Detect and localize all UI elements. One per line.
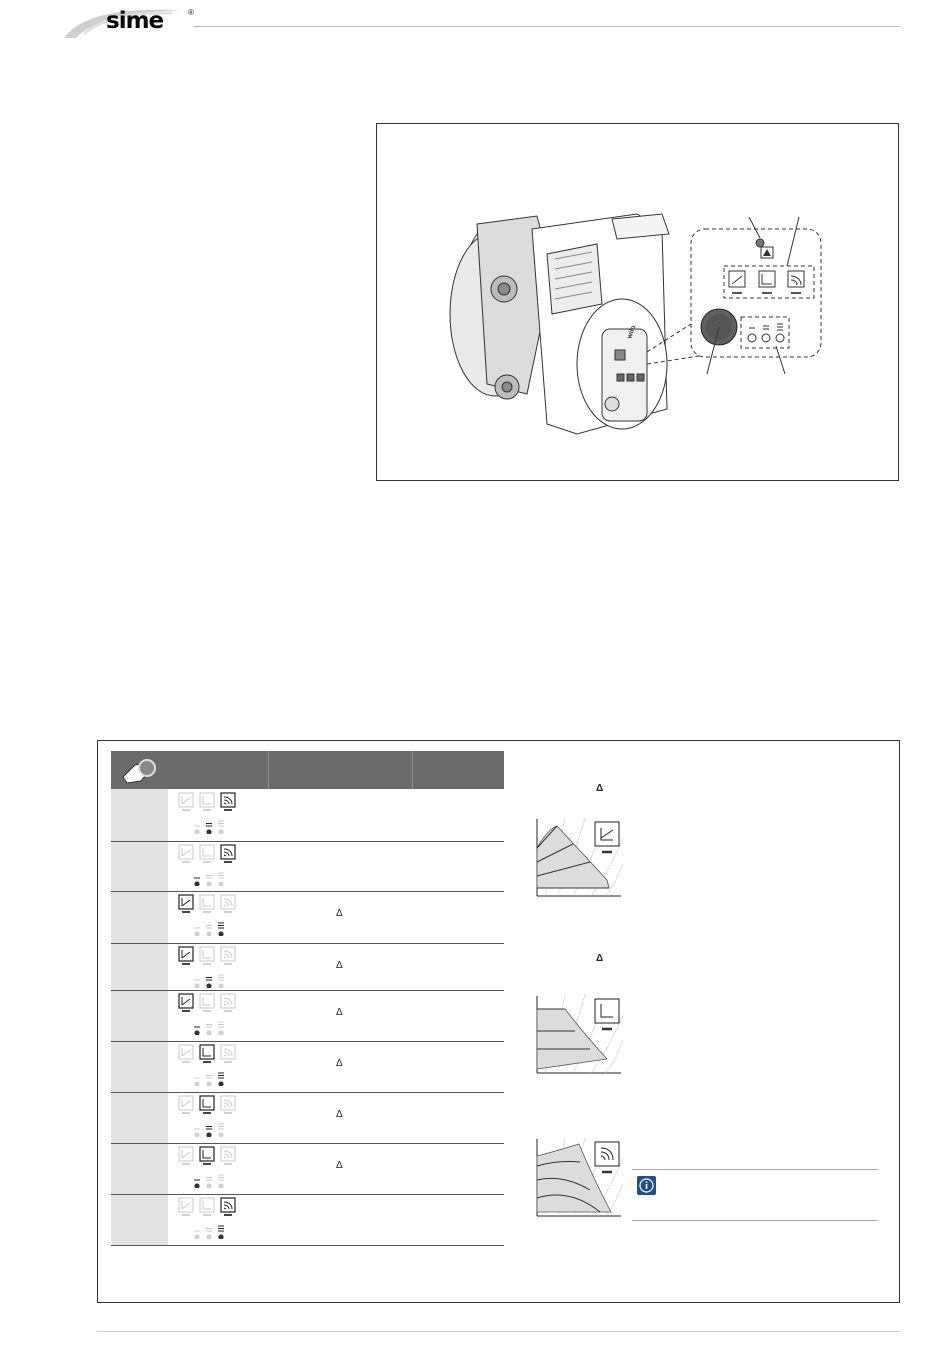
speed-led-icon: [194, 878, 200, 886]
mode-constant-icon: [200, 1045, 214, 1062]
mode-proportional-icon: [179, 947, 193, 964]
info-rule-top: [632, 1169, 878, 1170]
table-header: [111, 751, 504, 789]
mode-constant-speed-icon: [221, 994, 235, 1011]
speed-led-icon: [194, 1231, 200, 1239]
speed-led-icon: [218, 1175, 224, 1188]
speed-led-icon: [206, 1178, 212, 1189]
mode-constant-speed-icon: [221, 947, 235, 964]
row-number-column: [111, 789, 168, 1245]
mode-constant-speed-icon: [221, 1147, 235, 1164]
speed-led-icon: [206, 1076, 212, 1087]
mode-proportional-icon: [179, 1096, 193, 1113]
speed-led-icon: [218, 975, 224, 988]
graph-delta-label: Δ: [596, 783, 604, 794]
row-divider: [111, 1245, 504, 1246]
info-icon: [637, 1176, 656, 1195]
mode-constant-icon: [200, 1096, 214, 1113]
mode-constant-speed-icon: [221, 895, 235, 912]
table-row: [177, 792, 239, 834]
row-divider: [111, 1143, 504, 1144]
graph-constant: [535, 995, 625, 1077]
row-delta-label: Δ: [336, 960, 343, 971]
row-delta-label: Δ: [336, 1007, 343, 1018]
row-divider: [111, 1194, 504, 1195]
settings-table-box: [97, 740, 900, 1303]
row-delta-label: Δ: [336, 1160, 343, 1171]
speed-led-icon: [218, 1226, 224, 1239]
row-divider: [111, 891, 504, 892]
speed-led-icon: [218, 1022, 224, 1035]
row-divider: [111, 1041, 504, 1042]
row-divider: [111, 943, 504, 944]
graph-delta-label: Δ: [596, 953, 604, 964]
speed-led-icon: [206, 926, 212, 937]
mode-constant-speed-icon: [221, 1198, 235, 1215]
brand-name: sime: [106, 8, 164, 34]
speed-led-icon: [194, 1129, 200, 1137]
speed-led-icon: [194, 826, 200, 834]
header-rule: [194, 26, 900, 27]
speed-led-icon: [194, 1027, 200, 1035]
table-row: [177, 1095, 239, 1137]
speed-led-icon: [194, 980, 200, 988]
mode-constant-icon: [200, 845, 214, 862]
mode-proportional-icon: [179, 994, 193, 1011]
registered-mark: ®: [188, 8, 194, 17]
hand-press-icon: [121, 755, 161, 787]
speed-led-icon: [218, 873, 224, 886]
pump-illustration: [377, 124, 900, 482]
table-row: [177, 1197, 239, 1239]
mode-constant-speed-icon: [221, 845, 235, 862]
brand-logo: [62, 4, 202, 44]
table-row: [177, 946, 239, 988]
mode-constant-speed-icon: [221, 1045, 235, 1062]
pump-figure: [376, 123, 899, 481]
speed-led-icon: [206, 1229, 212, 1240]
row-divider: [111, 1092, 504, 1093]
mode-constant-icon: [200, 895, 214, 912]
mode-proportional-icon: [179, 895, 193, 912]
graph-constant-speed: [535, 1138, 625, 1220]
speed-led-icon: [218, 821, 224, 834]
speed-led-icon: [218, 923, 224, 936]
mode-proportional-icon: [179, 1147, 193, 1164]
table-row: [177, 844, 239, 886]
footer-rule: [97, 1331, 900, 1332]
speed-led-icon: [206, 1025, 212, 1036]
mode-constant-icon: [200, 947, 214, 964]
table-row: [177, 1044, 239, 1086]
table-row: [177, 1146, 239, 1188]
mode-constant-speed-icon: [221, 793, 235, 810]
mode-proportional-icon: [179, 1198, 193, 1215]
speed-led-icon: [194, 928, 200, 936]
speed-led-icon: [206, 824, 212, 835]
mode-constant-icon: [200, 1198, 214, 1215]
pump-brand-label: wilo: [626, 324, 638, 340]
table-row: [177, 894, 239, 936]
speed-led-icon: [194, 1078, 200, 1086]
graph-proportional: [535, 818, 625, 900]
speed-led-icon: [206, 1127, 212, 1138]
row-delta-label: Δ: [336, 908, 343, 919]
speed-led-icon: [218, 1073, 224, 1086]
speed-led-icon: [194, 1180, 200, 1188]
speed-led-icon: [206, 876, 212, 887]
mode-constant-icon: [200, 793, 214, 810]
mode-proportional-icon: [179, 845, 193, 862]
speed-led-icon: [206, 978, 212, 989]
row-divider: [111, 990, 504, 991]
mode-constant-speed-icon: [221, 1096, 235, 1113]
info-rule-bottom: [632, 1220, 878, 1221]
speed-led-icon: [218, 1124, 224, 1137]
row-divider: [111, 841, 504, 842]
mode-proportional-icon: [179, 793, 193, 810]
row-delta-label: Δ: [336, 1109, 343, 1120]
row-delta-label: Δ: [336, 1058, 343, 1069]
mode-proportional-icon: [179, 1045, 193, 1062]
mode-constant-icon: [200, 1147, 214, 1164]
mode-constant-icon: [200, 994, 214, 1011]
table-row: [177, 993, 239, 1035]
